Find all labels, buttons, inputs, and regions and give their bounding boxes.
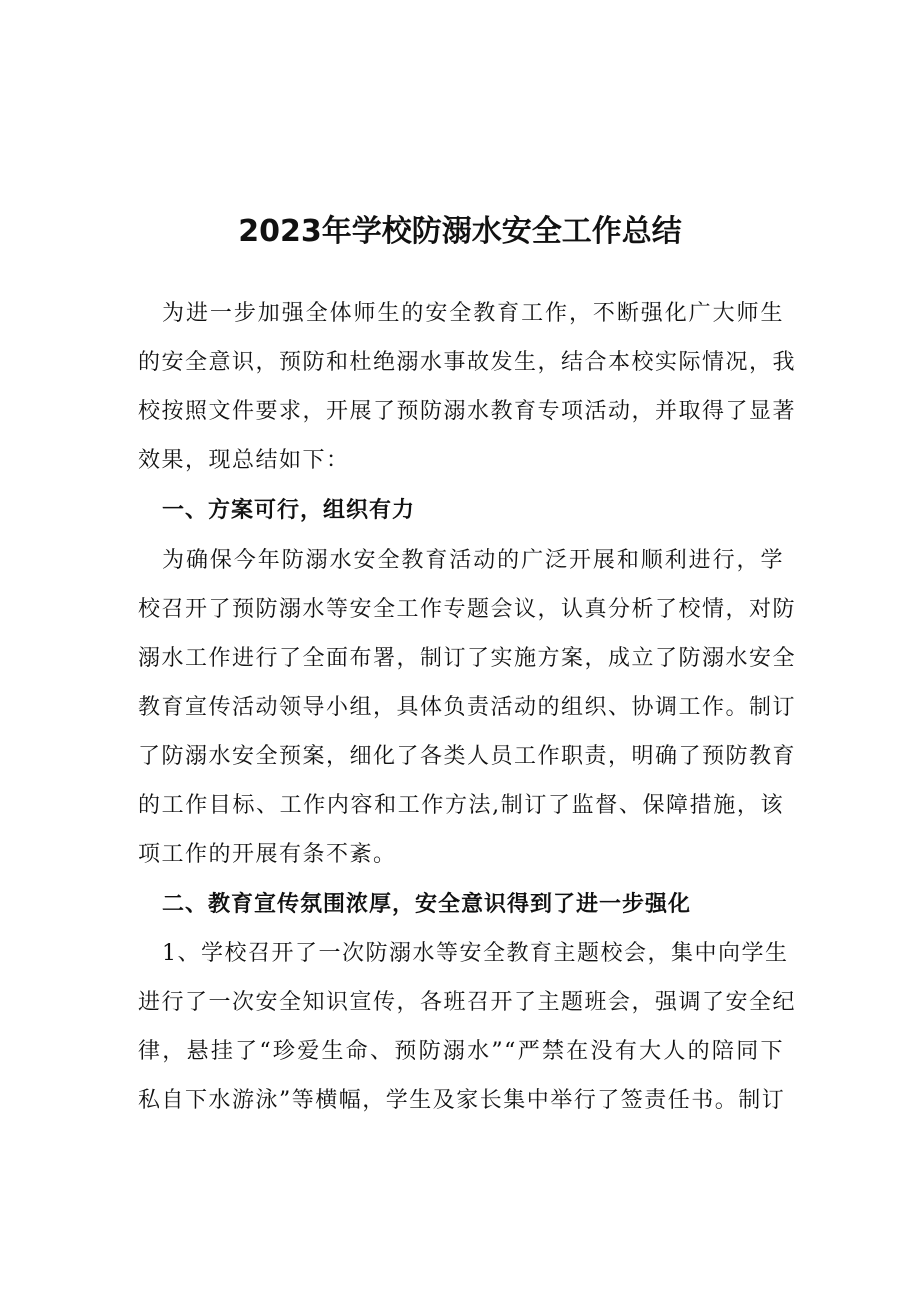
intro-line-1: 为进一步加强全体师生的安全教育工作，不断强化广大师生 bbox=[162, 301, 784, 326]
intro-line-4: 效果，现总结如下： bbox=[138, 448, 350, 473]
section-2-line-3: 律，悬挂了“珍爱生命、预防溺水”“严禁在没有大人的陪同下 bbox=[138, 1039, 784, 1064]
intro-line-3: 校按照文件要求，开展了预防溺水教育专项活动，并取得了显著 bbox=[138, 399, 797, 424]
section-2-line-4: 私自下水游泳”等横幅，学生及家长集中举行了签责任书。制订 bbox=[138, 1088, 786, 1113]
section-1-line-2: 校召开了预防溺水等安全工作专题会议，认真分析了校情，对防 bbox=[138, 597, 797, 622]
section-2-line-2: 进行了一次安全知识宣传，各班召开了主题班会，强调了安全纪 bbox=[138, 990, 797, 1015]
section-1-line-5: 了防溺水安全预案，细化了各类人员工作职责，明确了预防教育 bbox=[138, 744, 797, 769]
document-title: 2023年学校防溺水安全工作总结 bbox=[238, 214, 682, 249]
section-1-line-6: 的工作目标、工作内容和工作方法,制订了监督、保障措施，该 bbox=[138, 793, 784, 818]
section-1-heading: 一、方案可行，组织有力 bbox=[162, 498, 416, 523]
section-1-line-1: 为确保今年防溺水安全教育活动的广泛开展和顺利进行，学 bbox=[162, 548, 784, 573]
section-1-line-3: 溺水工作进行了全面布署，制订了实施方案，成立了防溺水安全 bbox=[138, 646, 797, 671]
intro-line-2: 的安全意识，预防和杜绝溺水事故发生，结合本校实际情况，我 bbox=[138, 350, 797, 375]
section-1-line-4: 教育宣传活动领导小组，具体负责活动的组织、协调工作。制订 bbox=[138, 695, 797, 720]
section-2-line-1: 1、学校召开了一次防溺水等安全教育主题校会，集中向学生 bbox=[162, 941, 789, 966]
section-1-line-7: 项工作的开展有条不紊。 bbox=[138, 842, 397, 867]
section-2-heading: 二、教育宣传氛围浓厚，安全意识得到了进一步强化 bbox=[162, 892, 692, 917]
